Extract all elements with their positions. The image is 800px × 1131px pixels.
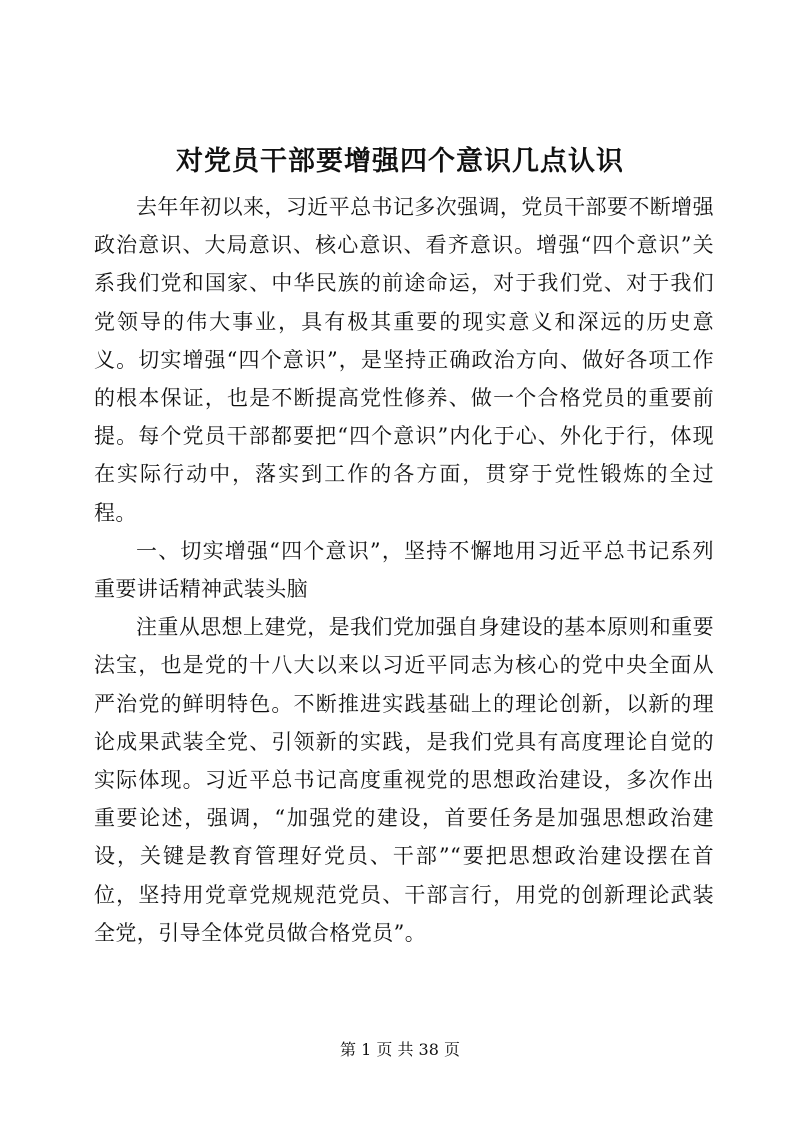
paragraph-section-1: 注重从思想上建党，是我们党加强自身建设的基本原则和重要法宝，也是党的十八大以来以习近平同志为核心的党中央全面从严治党的鲜明特色。不断推进实践基础上的理论创新，以新的理论成果武装全党、引领新的实践，是我们党具有高度理论自觉的实际体现。习近平总书记高度重视党的思想政治建设，多次作出重要论述，强调，“加强党的建设，首要任务是加强思想政治建设，关键是教育管理好党员、干部”“要把思想政治建设摆在首位，坚持用党章党规规范党员、干部言行，用党的创新理论武装全党，引导全体党员做合格党员”。 — [94, 615, 714, 945]
document-title: 对党员干部要增强四个意识几点认识 — [176, 146, 624, 177]
page-footer: 第 1 页 共 38 页 — [340, 1040, 460, 1059]
document-body — [94, 188, 714, 952]
section-heading-1: 一、切实增强“四个意识”，坚持不懈地用习近平总书记系列重要讲话精神武装头脑 — [94, 538, 714, 602]
paragraph-intro: 去年年初以来，习近平总书记多次强调，党员干部要不断增强政治意识、大局意识、核心意识、看齐意识。增强“四个意识”关系我们党和国家、中华民族的前途命运，对于我们党、对于我们党领导的伟大事业，具有极其重要的现实意义和深远的历史意义。切实增强“四个意识”，是坚持正确政治方向、做好各项工作的根本保证，也是不断提高党性修养、做一个合格党员的重要前提。每个党员干部都要把“四个意识”内化于心、外化于行，体现在实际行动中，落实到工作的各方面，贯穿于党性锻炼的全过程。 — [94, 195, 714, 525]
